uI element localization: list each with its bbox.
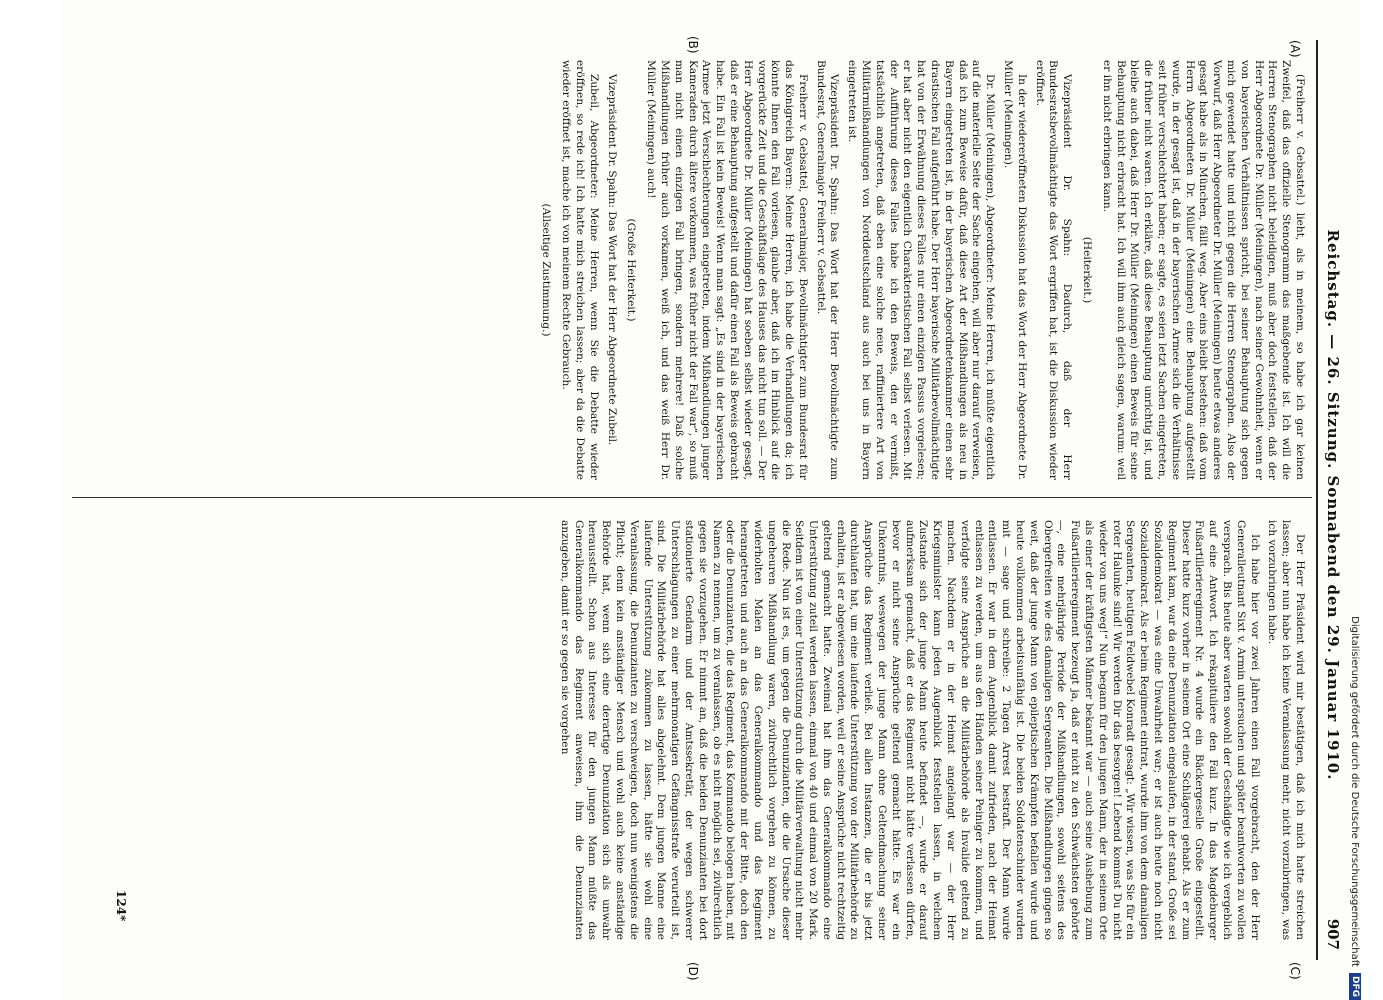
- paragraph: Dr. Müller (Meiningen), Abgeordneter: Meine Herren, ich müßte eigentlich auf die materielle Seite der Sache eingehen, will aber nur darauf verweisen, daß ich zum Beweise dafür, daß diese Art der Mißhandlungen als neu in Bayern eingetreten ist, in der bayerischen Abgeordnetenkammer einen sehr drastischen Fall aufgeführt habe. Der Herr bayerische Militärbevollmächtigte hat von der Erwähnung dieses Falles nur einen einzigen Passus vorgelesen; er hat aber nicht den eigentlich Charakteristischen Fall selbst verlesen. Mit der Aufführung dieses Falles habe ich den Beweis, den er vermißt, tatsächlich angetreten, daß eben eine solche neue, raffiniertere Art von Militärmißhandlungen von Norddeutschland aus auch bei uns in Bayern eingetreten ist.: [846, 60, 997, 480]
- paragraph: Freiherr v. Gebsattel, Generalmajor, Bevollmächtigter zum Bundesrat für das Königreich Bayern: Meine Herren, ich habe die Verhandlungen da; ich könnte Ihnen den Fall vorlesen, glaube aber, daß ich im Hinblick auf die vorgerückte Zeit und die Geschäftslage des Hauses das nicht tun soll. — Der Herr Abgeordnete Dr. Müller (Meiningen) hat soeben selbst wieder gesagt, daß er eine Behauptung aufgestellt und dafür einen Fall als Beweis gebracht habe. Ein Fall ist kein Beweis! Wenn man sagt: „Es sind in der bayerischen Armee jetzt Verschlechterungen eingetreten, indem Mißhandlungen junger Kameraden durch ältere vorkommen, was früher nicht der Fall war“, so muß man nicht einen einzigen Fall bringen, sondern mehrere! Daß solche Mißhandlungen früher auch vorkamen, weiß ich, und das weiß Herr Dr. Müller (Meiningen) auch!: [645, 60, 809, 480]
- header-title: Reichstag. — 26. Sitzung. Sonnabend den 29. Januar 1910.: [1324, 229, 1342, 781]
- paragraph: Der Herr Präsident wird mir bestätigen, daß ich mich hatte streichen lassen; aber nun habe ich keine Veranlassung mehr, nicht vorzubringen, was ich vorzubringen habe.: [1266, 520, 1306, 940]
- scanned-page: [60, 0, 1360, 1000]
- page-header: [1316, 60, 1346, 950]
- paragraph: Zubeil, Abgeordneter: Meine Herren, wenn Sie die Debatte wieder eröffnen, so rede ich! Ich hatte mich streichen lassen; aber da die Debatte wieder eröffnet ist, mache ich von meinem Rechte Gebrauch.: [560, 60, 600, 480]
- right-text-column: [96, 520, 1306, 940]
- paragraph: Vizepräsident Dr. Spahn: Dadurch, daß der Herr Bundesratsbevollmächtigte das Wort ergriffen hat, ist die Diskussion wieder eröffnet.: [1033, 60, 1074, 480]
- margin-marker-b: (B): [686, 36, 700, 54]
- paragraph: Vizepräsident Dr. Spahn: Das Wort hat der Herr Abgeordnete Zubeil.: [605, 74, 618, 446]
- header-rule: [1316, 40, 1318, 960]
- paragraph: (Freiherr v. Gebsattel.) lieht, als in meinem, so habe ich gar keinen Zweifel, daß das offizielle Stenogramm das maßgebende ist. Ich will die Herren Stenographen nicht beleidigen, muß aber doch feststellen, daß der Herr Abgeordnete Dr. Müller (Meiningen), nach seiner Gewohnheit, wenn er von bayerischen Verhältnissen spricht, bei seiner Behauptung sich gegen mich gewendet hatte und nicht gegen die Herren Stenographen. Also der Vorwurf, daß Herr Abgeordneter Dr. Müller (Meiningen) heute etwas anderes gesagt habe als in München, fällt weg. Aber eins bleibt bestehen: daß vom Herrn Abgeordneten Dr. Müller (Meiningen) eine Behauptung aufgestellt wurde, in der gesagt ist, daß in der bayerischen Armee sich die Verhältnisse seit früher verschlechtert haben; er sagte, es seien letzt Sachen eingetreten, die früher nicht waren. Ich erkläre, daß diese Behauptung unrichtig ist, und bleibe auch dabei, daß Herr Dr. Müller (Meiningen) einen Beweis für seine Behauptung nicht erbracht hat. Ich will ihm auch gleich sagen, warum: weil er ihn nicht erbringen kann.: [1100, 60, 1306, 480]
- stage-direction: (Große Heiterkeit.): [625, 218, 638, 322]
- dfg-attribution-text: Digitalisierung gefördert durch die Deutsche Forschungsgemeinschaft: [1349, 616, 1361, 967]
- paragraph: Vizepräsident Dr. Spahn: Das Wort hat der Herr Bevollmächtigte zum Bundesrat, Generalmajor Freiherr v. Gebsattel.: [814, 60, 841, 480]
- column-divider: [72, 497, 1312, 498]
- sheet-signature: 124*: [114, 890, 128, 922]
- margin-marker-c: (C): [1288, 962, 1302, 980]
- page-number: 907: [1324, 918, 1342, 950]
- stage-direction: (Allseitige Zustimmung.): [540, 203, 553, 337]
- dfg-attribution: [1346, 0, 1364, 1000]
- margin-marker-d: (D): [686, 962, 700, 981]
- paragraph: Ich habe hier vor zwei Jahren einen Fall vorgebracht, den der Herr Generalleutnant Sixt v. Armin untersuchen und später beantworten zu wollen versprach. Bis heute aber warten sowohl der Geschädigte wie ich vergeblich auf eine Antwort. Ich rekapituliere den Fall kurz. In das Magdeburger Fußartillerieregiment Nr. 4 wurde ein Bäckergeselle Große eingestellt. Dieser hatte kurz vorher in seinem Ort eine Schlägerei gehabt. Als er zum Regiment kam, war da eine Denunziation eingelaufen, in der stand, Große sei Sozialdemokrat — was eine Unwahrheit war; er ist auch heute noch nicht Sozialdemokrat. Als er beim Regiment eintrat, wurde ihm von dem damaligen Sergeanten, heutigen Feldwebel Konradt gesagt: „Wir wissen, was Sie für ein roter Halunke sind! Wir werden Dir das besorgen! Lebend kommst Du nicht wieder von uns weg!“ Nun begann für den jungen Mann, der in seinem Orte als einer der kräftigsten Männer bekannt war — auch seine Aushebung zum Fußartillerieregiment bezeugt ja, daß er nicht zu den Schwächsten gehörte —, eine mehrjährige Periode der Mißhandlungen, sowohl seitens des Obergefreiten wie des damaligen Sergeanten. Die Mißhandlungen gingen so weit, daß der junge Mann von epileptischen Krämpfen befallen wurde und heute vollkommen arbeitsunfähig ist. Die beiden Soldatenschinder wurden mit — sage und schreibe: 2 Tagen Arrest bestraft. Der Mann wurde entlassen. Er war in dem Augenblick damit zufrieden, nach der Heimat entlassen zu werden, um aus den Händen seiner Peiniger zu kommen, und verfolgte seine Ansprüche an die Militärbehörde als Invalide geltend zu machen. Nachdem er in der Heimat angelangt war — der Herr Kriegsminister kann jeden Augenblick feststellen lassen, in welchem Zustande sich der junge Mann heute befindet —, wurde er darauf aufmerksam gemacht, daß er das Regiment nicht hätte verlassen dürfen, bevor er nicht seine Ansprüche geltend gemacht hätte. Es war ein Unkenntnis, weswegen der junge Mann ohne Geltendmachung seiner Ansprüche das Regiment verließ. Bei allen Instanzen, die er bis jetzt durchlaufen hat, um eine laufende Unterstützung von der Militärbehörde zu erhalten, ist er abgewiesen worden, weil er seine Ansprüche nicht rechtzeitig geltend gemacht hatte. Zweimal hat ihm das Generalkommando eine Unterstützung zuteil werden lassen, einmal von 40 und einmal von 20 Mark. Seitdem ist von einer Unterstützung durch die Militärverwaltung nicht mehr die Rede. Nun ist es, um gegen die Denunzianten, die die Ursache dieser ungeheuren Mißhandlung waren, zivilrechtlich vorgehen zu können, zu widerholten Malen an das Generalkommando und das Regiment herangetreten und auch an das Generalkommando mit der Bitte, doch den oder die Denunzianten, die das Regiment, das Kommando belogen haben, mit Namen zu nennen, um zu veranlassen, ob es nicht möglich sei, zivilrechtlich gegen sie vorzugehen. Er nimmt an, daß die beiden Denunzianten bei dort stationierte Gendarm und der Amtssekretär, der wegen schwerer Unterschlagungen zu einer mehrmonatigen Gefängnisstrafe verurteilt ist, sind. Die Militärbehörde hat alles abgelehnt. Dem jungen Manne eine laufende Unterstützung zukommen zu lassen, hätte sie wohl eine Veranlassung, die Denunzianten zu verschweigen, doch nun wenigstens die Pflicht; denn kein anständiger Mensch und wohl auch keine anständige Behörde hat, wenn sich eine derartige Denunziation sich als unwahr herausstellt. Schon aus Interesse für den jungen Mann müßte das Generalkommando das Regiment anweisen, ihm die Denunzianten anzugeben, damit er so gegen sie vorgehen: [558, 520, 1261, 940]
- dfg-logo: DFG: [1349, 973, 1361, 1000]
- stage-direction: (Heiterkeit.): [1081, 236, 1094, 304]
- paragraph: In der wiedereröffneten Diskussion hat das Wort der Herr Abgeordnete Dr. Müller (Meiningen).: [1002, 60, 1028, 480]
- left-text-column: [96, 60, 1306, 480]
- margin-marker-a: (A): [1288, 40, 1302, 58]
